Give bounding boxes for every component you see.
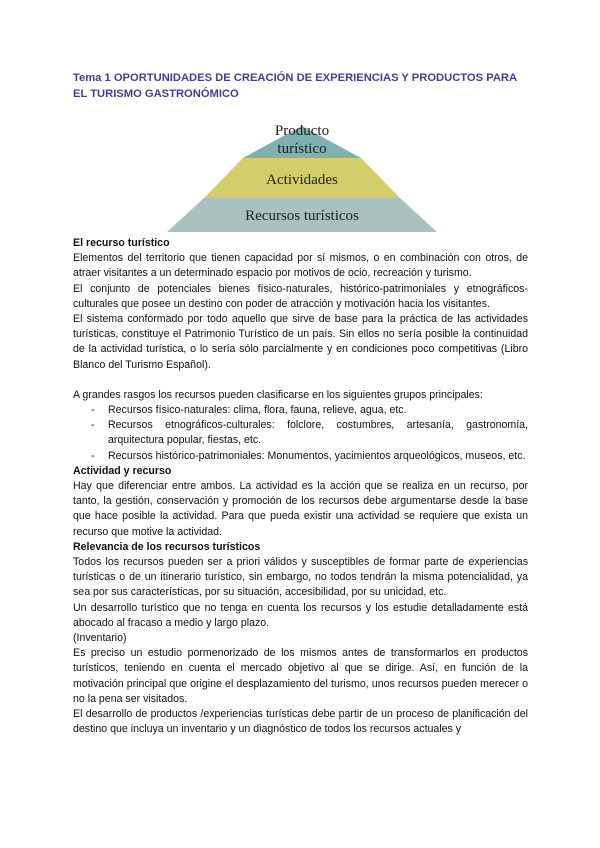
- paragraph: Un desarrollo turístico que no tenga en cuenta los recursos y los estudie detalladamente está abocado al fracaso a medio y largo plazo.: [73, 601, 528, 629]
- paragraph: Elementos del territorio que tienen capacidad por sí mismos, o en combinación con otros, de atraer visitantes a un determinado espacio por motivos de ocio, recreación y turismo.: [73, 252, 528, 280]
- pyramid-top-label-2: turístico: [277, 141, 327, 157]
- heading-relevancia: Relevancia de los recursos turísticos: [73, 540, 261, 553]
- spacer: [73, 373, 528, 388]
- paragraph: Todos los recursos pueden ser a priori válidos y susceptibles de formar parte de experiencias turísticas o de un itinerario turístico, sin embargo, no todos tendrán la misma potencialidad, ya sea por sus características, por su situación, accesibilidad, por su unicidad, etc.: [73, 556, 528, 599]
- paragraph: El conjunto de potenciales bienes físico-naturales, histórico-patrimoniales y etnográficos-culturales que posee un destino con poder de atracción y motivación hacia los visitantes.: [73, 282, 528, 310]
- paragraph: El desarrollo de productos /experiencias turísticas debe partir de un proceso de planificación del destino que incluya un inventario y un diagnóstico de todos los recursos actuales y: [73, 708, 528, 736]
- pyramid-diagram: [167, 120, 437, 236]
- heading-recurso: El recurso turístico: [73, 237, 170, 249]
- list-item: - Recursos histórico-patrimoniales: Monumentos, yacimientos arqueológicos, museos, etc.: [91, 449, 528, 464]
- paragraph: (Inventario): [73, 632, 127, 645]
- paragraph: El sistema conformado por todo aquello que sirve de base para la práctica de las actividades turísticas, constituye el Patrimonio Turístico de un país. Sin ellos no sería posible la continuidad de la actividad turística, o lo sería sólo parcialmente y en condiciones poco competitivas (Libro Blanco del Turismo Español).: [73, 313, 528, 371]
- title-line-1: Tema 1 OPORTUNIDADES DE CREACIÓN DE EXPERIENCIAS Y PRODUCTOS PARA: [73, 72, 518, 84]
- list-item: - Recursos etnográficos-culturales: folclore, costumbres, artesanía, gastronomía, arquitectura popular, fiestas, etc.: [91, 418, 528, 448]
- document-page: [73, 70, 528, 738]
- paragraph: Es preciso un estudio pormenorizado de los mismos antes de transformarlos en productos turísticos, teniendo en cuenta el mercado objetivo al que se dirige. Así, en función de la motivación principal que origine el desplazamiento del turismo, unos recursos pueden merecer o no la pena ser visitados.: [73, 647, 528, 705]
- list-item: - Recursos físico-naturales: clima, flora, fauna, relieve, agua, etc.: [91, 403, 528, 418]
- pyramid-middle-label: Actividades: [266, 172, 338, 188]
- paragraph: A grandes rasgos los recursos pueden clasificarse en los siguientes grupos principales:: [73, 388, 483, 401]
- document-body: [73, 236, 528, 738]
- pyramid-bottom-label: Recursos turísticos: [245, 208, 359, 224]
- document-title: [73, 70, 528, 102]
- pyramid-top-label-1: Producto: [274, 123, 330, 139]
- title-line-2: EL TURISMO GASTRONÓMICO: [73, 88, 239, 100]
- heading-actividad: Actividad y recurso: [73, 464, 172, 477]
- paragraph: Hay que diferenciar entre ambos. La actividad es la acción que se realiza en un recurso, por tanto, la gestión, conservación y promoción de los recursos debe argumentarse desde la base que hace posible la actividad. Para que pueda existir una actividad se requiere que exista un recurso que motive la actividad.: [73, 480, 528, 538]
- groups-list: [73, 403, 528, 464]
